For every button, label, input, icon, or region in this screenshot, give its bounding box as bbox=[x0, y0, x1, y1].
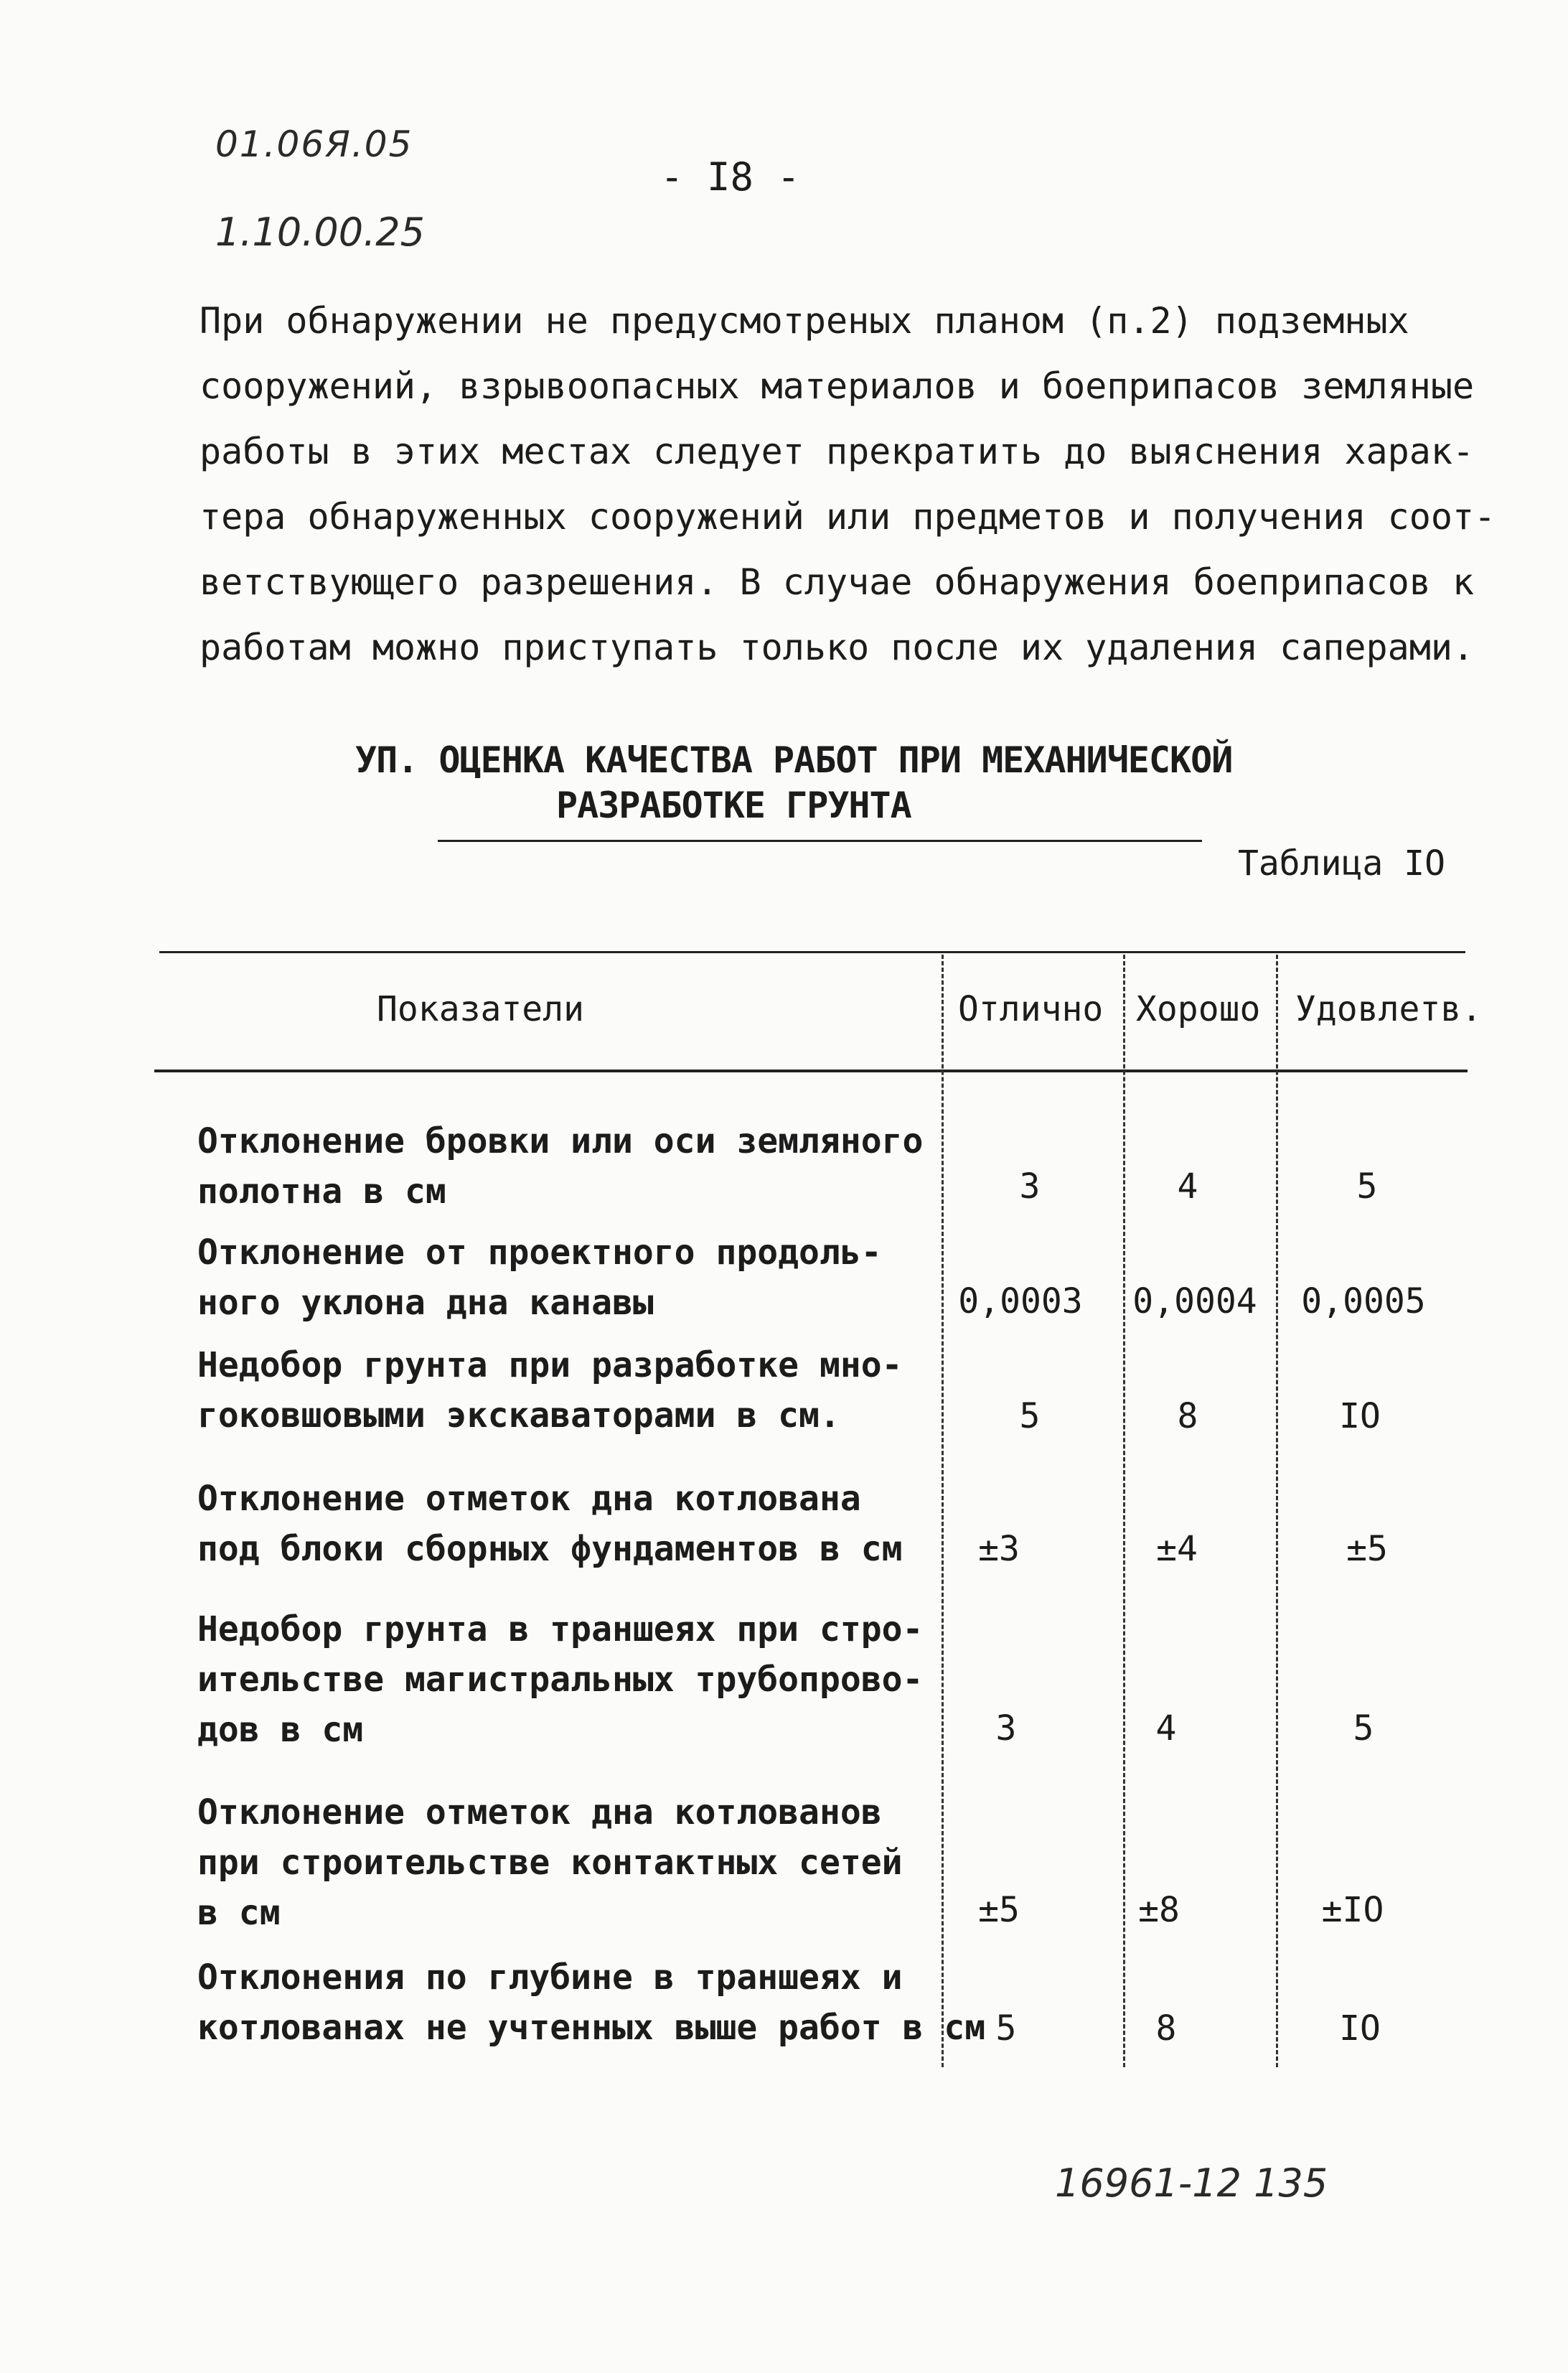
cell-excellent: 5 bbox=[995, 2008, 1017, 2049]
paragraph-line: ветствующего разрешения. В случае обнаружения боеприпасов к bbox=[199, 561, 1475, 603]
row-indicator: Отклонение отметок дна котлованов при строительстве контактных сетей в см bbox=[197, 1792, 903, 1933]
row-indicator: Отклонения по глубине в траншеях и котлованах не учтенных выше работ в см bbox=[197, 1957, 986, 2048]
cell-excellent: 3 bbox=[995, 1708, 1017, 1749]
table-header-rule bbox=[154, 1070, 1468, 1072]
document-code-top: 01.06Я.05 bbox=[215, 123, 413, 165]
cell-satisfactory: 0,0005 bbox=[1301, 1281, 1426, 1321]
section-title-continued: РАЗРАБОТКЕ ГРУНТА bbox=[556, 785, 911, 826]
cell-good: ±8 bbox=[1138, 1890, 1180, 1930]
paragraph-line: тера обнаруженных сооружений или предметов и получения соот- bbox=[199, 496, 1496, 538]
cell-good: 4 bbox=[1155, 1708, 1177, 1749]
heading-underline bbox=[438, 840, 1202, 842]
cell-excellent: ±5 bbox=[978, 1890, 1020, 1930]
cell-satisfactory: IO bbox=[1339, 2008, 1381, 2049]
header-indicators: Показатели bbox=[377, 989, 584, 1029]
row-indicator: Отклонение отметок дна котлована под блоки сборных фундаментов в см bbox=[197, 1479, 903, 1569]
cell-good: 8 bbox=[1177, 1396, 1198, 1436]
handwritten-signature: 16961-12 135 bbox=[1055, 2161, 1328, 2206]
cell-satisfactory: ±IO bbox=[1321, 1890, 1384, 1930]
cell-excellent: ±3 bbox=[978, 1529, 1020, 1569]
row-indicator: Недобор грунта в траншеях при стро- ительстве магистральных трубопрово- дов в см bbox=[197, 1609, 924, 1750]
cell-excellent: 3 bbox=[1019, 1166, 1041, 1207]
header-good: Хорошо bbox=[1136, 989, 1261, 1029]
header-satisfactory: Удовлетв. bbox=[1295, 989, 1483, 1029]
cell-satisfactory: ±5 bbox=[1346, 1529, 1388, 1569]
cell-good: ±4 bbox=[1156, 1529, 1198, 1569]
row-indicator: Отклонение от проектного продоль- ного уклона дна канавы bbox=[197, 1232, 882, 1323]
cell-satisfactory: IO bbox=[1339, 1396, 1381, 1436]
intro-paragraph bbox=[199, 289, 1496, 680]
table-top-rule bbox=[159, 951, 1465, 953]
paragraph-line: работам можно приступать только после их удаления саперами. bbox=[199, 627, 1475, 668]
row-indicator: Отклонение бровки или оси земляного полотна в см bbox=[197, 1121, 924, 1212]
section-title: УП. ОЦЕНКА КАЧЕСТВА РАБОТ ПРИ МЕХАНИЧЕСКОЙ bbox=[355, 739, 1233, 781]
page-number: - I8 - bbox=[660, 154, 801, 200]
header-excellent: Отлично bbox=[958, 989, 1104, 1029]
cell-good: 8 bbox=[1155, 2008, 1177, 2049]
row-indicator: Недобор грунта при разработке мно- гоковшовыми экскаваторами в см. bbox=[197, 1345, 903, 1436]
cell-good: 4 bbox=[1177, 1166, 1198, 1207]
paragraph-line: При обнаружении не предусмотреных планом (п.2) подземных bbox=[199, 300, 1409, 342]
paragraph-line: сооружений, взрывоопасных материалов и боеприпасов земляные bbox=[199, 365, 1475, 407]
cell-satisfactory: 5 bbox=[1353, 1708, 1374, 1749]
cell-satisfactory: 5 bbox=[1356, 1166, 1378, 1207]
document-code-bottom: 1.10.00.25 bbox=[215, 210, 425, 255]
paragraph-line: работы в этих местах следует прекратить до выяснения харак- bbox=[199, 431, 1475, 472]
cell-excellent: 5 bbox=[1019, 1396, 1041, 1436]
cell-excellent: 0,0003 bbox=[958, 1281, 1083, 1321]
table-caption: Таблица IO bbox=[1238, 843, 1445, 884]
cell-good: 0,0004 bbox=[1132, 1281, 1257, 1321]
